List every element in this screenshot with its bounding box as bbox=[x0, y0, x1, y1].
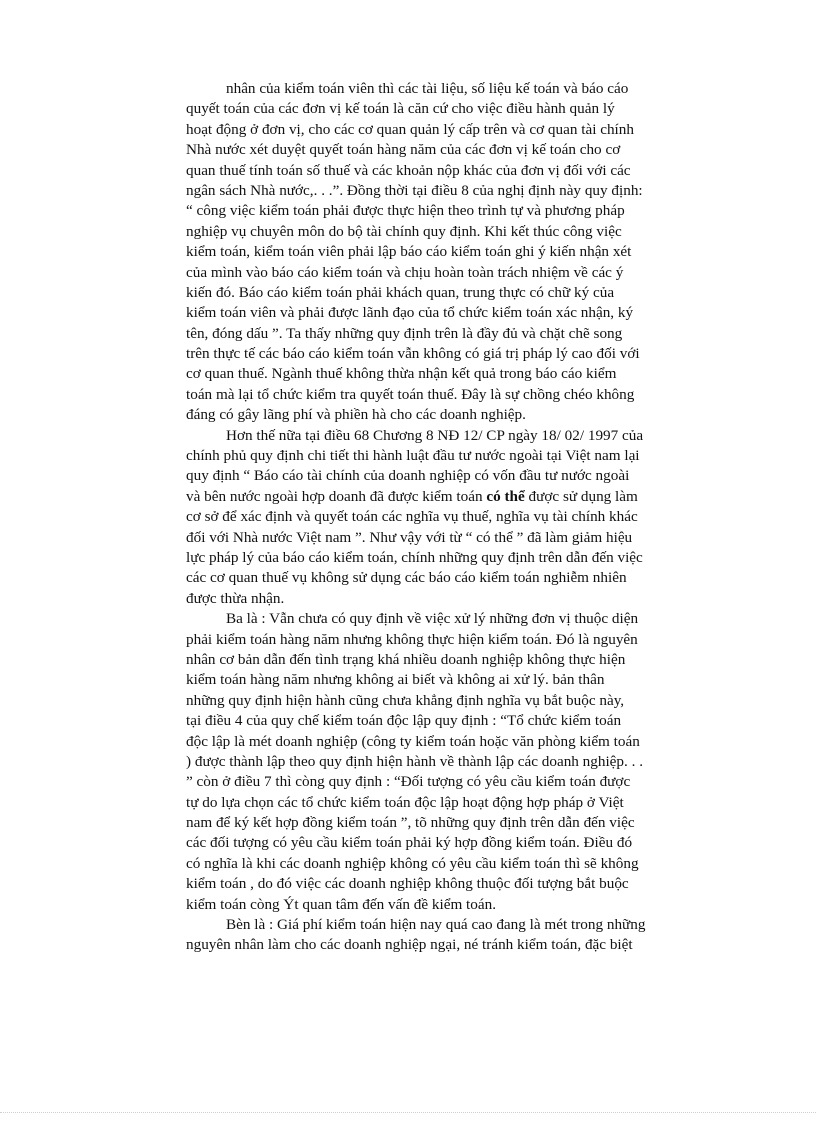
text-line: kiểm toán còng Ýt quan tâm đến vấn đề kiểm toán. bbox=[186, 895, 496, 913]
text-line: “ công việc kiểm toán phải được thực hiện theo trình tự và phương pháp bbox=[186, 202, 625, 220]
text-line bbox=[186, 487, 706, 507]
text-line: kiểm toán hàng năm nhưng không ai biết và không ai xử lý. bản thân bbox=[186, 671, 605, 689]
text-line: hoạt động ở đơn vị, cho các cơ quan quản lý cấp trên và cơ quan tài chính bbox=[186, 120, 634, 138]
text-line: phải kiểm toán hàng năm nhưng không thực hiện kiểm toán. Đó là nguyên bbox=[186, 630, 638, 648]
text-line: có nghĩa là khi các doanh nghiệp không có yêu cầu kiểm toán thì sẽ không bbox=[186, 854, 639, 872]
text-line: ) được thành lập theo quy định hiện hành về thành lập các doanh nghiệp. . . bbox=[186, 752, 643, 770]
text-line: nguyên nhân làm cho các doanh nghiệp ngại, né tránh kiểm toán, đặc biệt bbox=[186, 936, 633, 954]
text-line: ngân sách Nhà nước,. . .”. Đồng thời tại điều 8 của nghị định này quy định: bbox=[186, 181, 643, 199]
text-segment: được sử dụng làm bbox=[528, 487, 638, 505]
emphasized-text: có thể bbox=[486, 487, 525, 505]
text-line: nghiệp vụ chuyên môn do bộ tài chính quy định. Khi kết thúc công việc bbox=[186, 222, 622, 240]
text-line: lực pháp lý của báo cáo kiểm toán, chính những quy định trên dẫn đến việc bbox=[186, 548, 643, 566]
text-segment: và bên nước ngoài hợp doanh đã được kiểm toán bbox=[186, 487, 483, 505]
text-line: kiểm toán viên và phải được lãnh đạo của tổ chức kiểm toán xác nhận, ký bbox=[186, 304, 634, 322]
document-body bbox=[186, 79, 706, 956]
text-line: quan thuế tính toán số thuế và các khoản nộp khác của đơn vị đối với các bbox=[186, 161, 631, 179]
text-line: các đối tượng có yêu cầu kiểm toán phải ký hợp đồng kiểm toán. Điều đó bbox=[186, 834, 633, 852]
text-line: được thừa nhận. bbox=[186, 589, 285, 607]
text-line: cơ sở để xác định và quyết toán các nghĩa vụ thuế, nghĩa vụ tài chính khác bbox=[186, 508, 638, 526]
text-line: toán mà lại tổ chức kiểm tra quyết toán thuế. Đây là sự chồng chéo không bbox=[186, 385, 635, 403]
text-line: những quy định hiện hành cũng chưa khẳng định nghĩa vụ bắt buộc này, bbox=[186, 691, 625, 709]
text-line: Ba là : Vẫn chưa có quy định về việc xử lý những đơn vị thuộc diện bbox=[226, 610, 639, 628]
text-line: kiểm toán , do đó việc các doanh nghiệp không thuộc đối tượng bắt buộc bbox=[186, 875, 629, 893]
page-bottom-divider bbox=[0, 1112, 816, 1113]
text-line: nhân cơ bản dẫn đến tình trạng khá nhiều doanh nghiệp không thực hiện bbox=[186, 650, 626, 668]
text-line: chính phủ quy định chi tiết thi hành luật đầu tư nước ngoài tại Việt nam lại bbox=[186, 447, 640, 465]
text-line: trên thực tế các báo cáo kiểm toán vẫn không có giá trị pháp lý cao đối với bbox=[186, 345, 640, 363]
text-line: nam để ký kết hợp đồng kiểm toán ”, tõ những quy định trên dẫn đến việc bbox=[186, 814, 635, 832]
text-line: kiểm toán, kiểm toán viên phải lập báo cáo kiểm toán ghi ý kiến nhận xét bbox=[186, 243, 632, 261]
text-line: độc lập là mét doanh nghiệp (công ty kiểm toán hoặc văn phòng kiểm toán bbox=[186, 732, 640, 750]
text-line: các cơ quan thuế vụ không sử dụng các báo cáo kiểm toán nghiễm nhiên bbox=[186, 569, 627, 587]
text-line: Bèn là : Giá phí kiểm toán hiện nay quá cao đang là mét trong những bbox=[226, 916, 646, 934]
text-line: đáng có gây lãng phí và phiền hà cho các doanh nghiệp. bbox=[186, 406, 526, 424]
text-line: quy định “ Báo cáo tài chính của doanh nghiệp có vốn đầu tư nước ngoài bbox=[186, 467, 630, 485]
text-line: tại điều 4 của quy chế kiểm toán độc lập quy định : “Tổ chức kiểm toán bbox=[186, 712, 622, 730]
text-line: Nhà nước xét duyệt quyết toán hàng năm của các đơn vị kế toán cho cơ bbox=[186, 141, 621, 159]
text-line: Hơn thế nữa tại điều 68 Chương 8 NĐ 12/ CP ngày 18/ 02/ 1997 của bbox=[226, 426, 644, 444]
text-line: nhân của kiểm toán viên thì các tài liệu, số liệu kế toán và báo cáo bbox=[226, 80, 629, 97]
text-line: kiến đó. Báo cáo kiểm toán phải khách quan, trung thực có chữ ký của bbox=[186, 283, 615, 301]
text-line: đối với Nhà nước Việt nam ”. Như vậy với từ “ có thể ” đã làm giảm hiệu bbox=[186, 528, 633, 546]
text-line: của mình vào báo cáo kiểm toán và chịu hoàn toàn trách nhiệm về các ý bbox=[186, 263, 624, 281]
text-line: quyết toán của các đơn vị kế toán là căn cứ cho việc điều hành quản lý bbox=[186, 100, 615, 118]
text-line: ” còn ở điều 7 thì còng quy định : “Đối tượng có yêu cầu kiểm toán được bbox=[186, 773, 631, 791]
text-line: tên, đóng dấu ”. Ta thấy những quy định trên là đầy đủ và chặt chẽ song bbox=[186, 324, 623, 342]
text-line: cơ quan thuế. Ngành thuế không thừa nhận kết quả trong báo cáo kiểm bbox=[186, 365, 617, 383]
text-line: tự do lựa chọn các tổ chức kiểm toán độc lập hoạt động hợp pháp ở Việt bbox=[186, 793, 624, 811]
